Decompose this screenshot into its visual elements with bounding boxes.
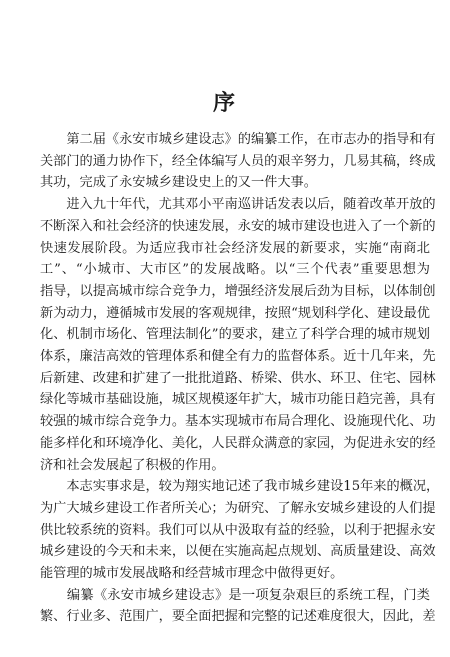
text-line: 进入九十年代，尤其邓小平南巡讲话发表以后，随着改革开放的 xyxy=(40,197,436,213)
paragraph xyxy=(40,476,440,585)
text-line: 编纂《永安市城乡建设志》是一项复杂艰巨的系统工程，门类 xyxy=(40,587,430,603)
text-line: 不断深入和社会经济的快速发展，永安的城市建设也进入了一个新的 xyxy=(40,218,436,234)
page-title: 序 xyxy=(212,90,237,116)
text-line: 繁、行业多、范围广，要全面把握和完整的记述难度很大，因此，差 xyxy=(40,609,436,625)
text-line: 能多样化和环境净化、美化，人民群众满意的家园，为促进永安的经 xyxy=(40,435,436,451)
text-line: 第二届《永安市城乡建设志》的编纂工作，在市志办的指导和有 xyxy=(40,132,436,147)
paragraph xyxy=(40,194,436,476)
text-line: 其功，完成了永安城乡建设史上的又一件大事。 xyxy=(40,175,317,191)
text-line: 为广大城乡建设工作者所关心；为研究、了解永安城乡建设的人们提 xyxy=(40,500,436,516)
text-line: 较强的城市综合竞争力。基本实现城市布局合理化、设施现代化、功 xyxy=(40,414,436,430)
text-line: 城乡建设的今天和未来，以便在实施高起点规划、高质量建设、高效 xyxy=(40,544,436,560)
text-line: 绿化等城市基础设施，城区规模逐年扩大，城市功能日趋完善，具有 xyxy=(40,392,436,408)
document-body xyxy=(40,129,440,628)
text-line: 指导，以提高城市综合竞争力，增强经济发展后劲为目标，以体制创 xyxy=(40,283,436,299)
text-line: 快速发展阶段。为适应我市社会经济发展的新要求，实施“南商北 xyxy=(40,240,430,256)
text-line: 本志实事求是，较为翔实地记述了我市城乡建设15年来的概况， xyxy=(40,479,440,495)
text-line: 新为动力，遵循城市发展的客观规律，按照“规划科学化、建设最优 xyxy=(40,305,430,321)
text-line: 工”、“小城市、大市区”的发展战略。以“三个代表”重要思想为 xyxy=(40,262,430,278)
text-line: 化、机制市场化、管理法制化”的要求，建立了科学合理的城市规划 xyxy=(40,327,430,343)
text-line: 供比较系统的资料。我们可以从中汲取有益的经验，以利于把握永安 xyxy=(40,522,436,538)
paragraph xyxy=(40,129,436,194)
text-line: 关部门的通力协作下，经全体编写人员的艰辛努力，几易其稿，终成 xyxy=(40,153,436,169)
text-line: 能管理的城市发展战略和经营城市理念中做得更好。 xyxy=(40,566,344,582)
paragraph xyxy=(40,585,436,628)
text-line: 济和社会发展起了积极的作用。 xyxy=(40,457,225,473)
text-line: 体系，廉洁高效的管理体系和健全有力的监督体系。近十几年来，先 xyxy=(40,349,436,365)
text-line: 后新建、改建和扩建了一批批道路、桥梁、供水、环卫、住宅、园林 xyxy=(40,370,436,386)
